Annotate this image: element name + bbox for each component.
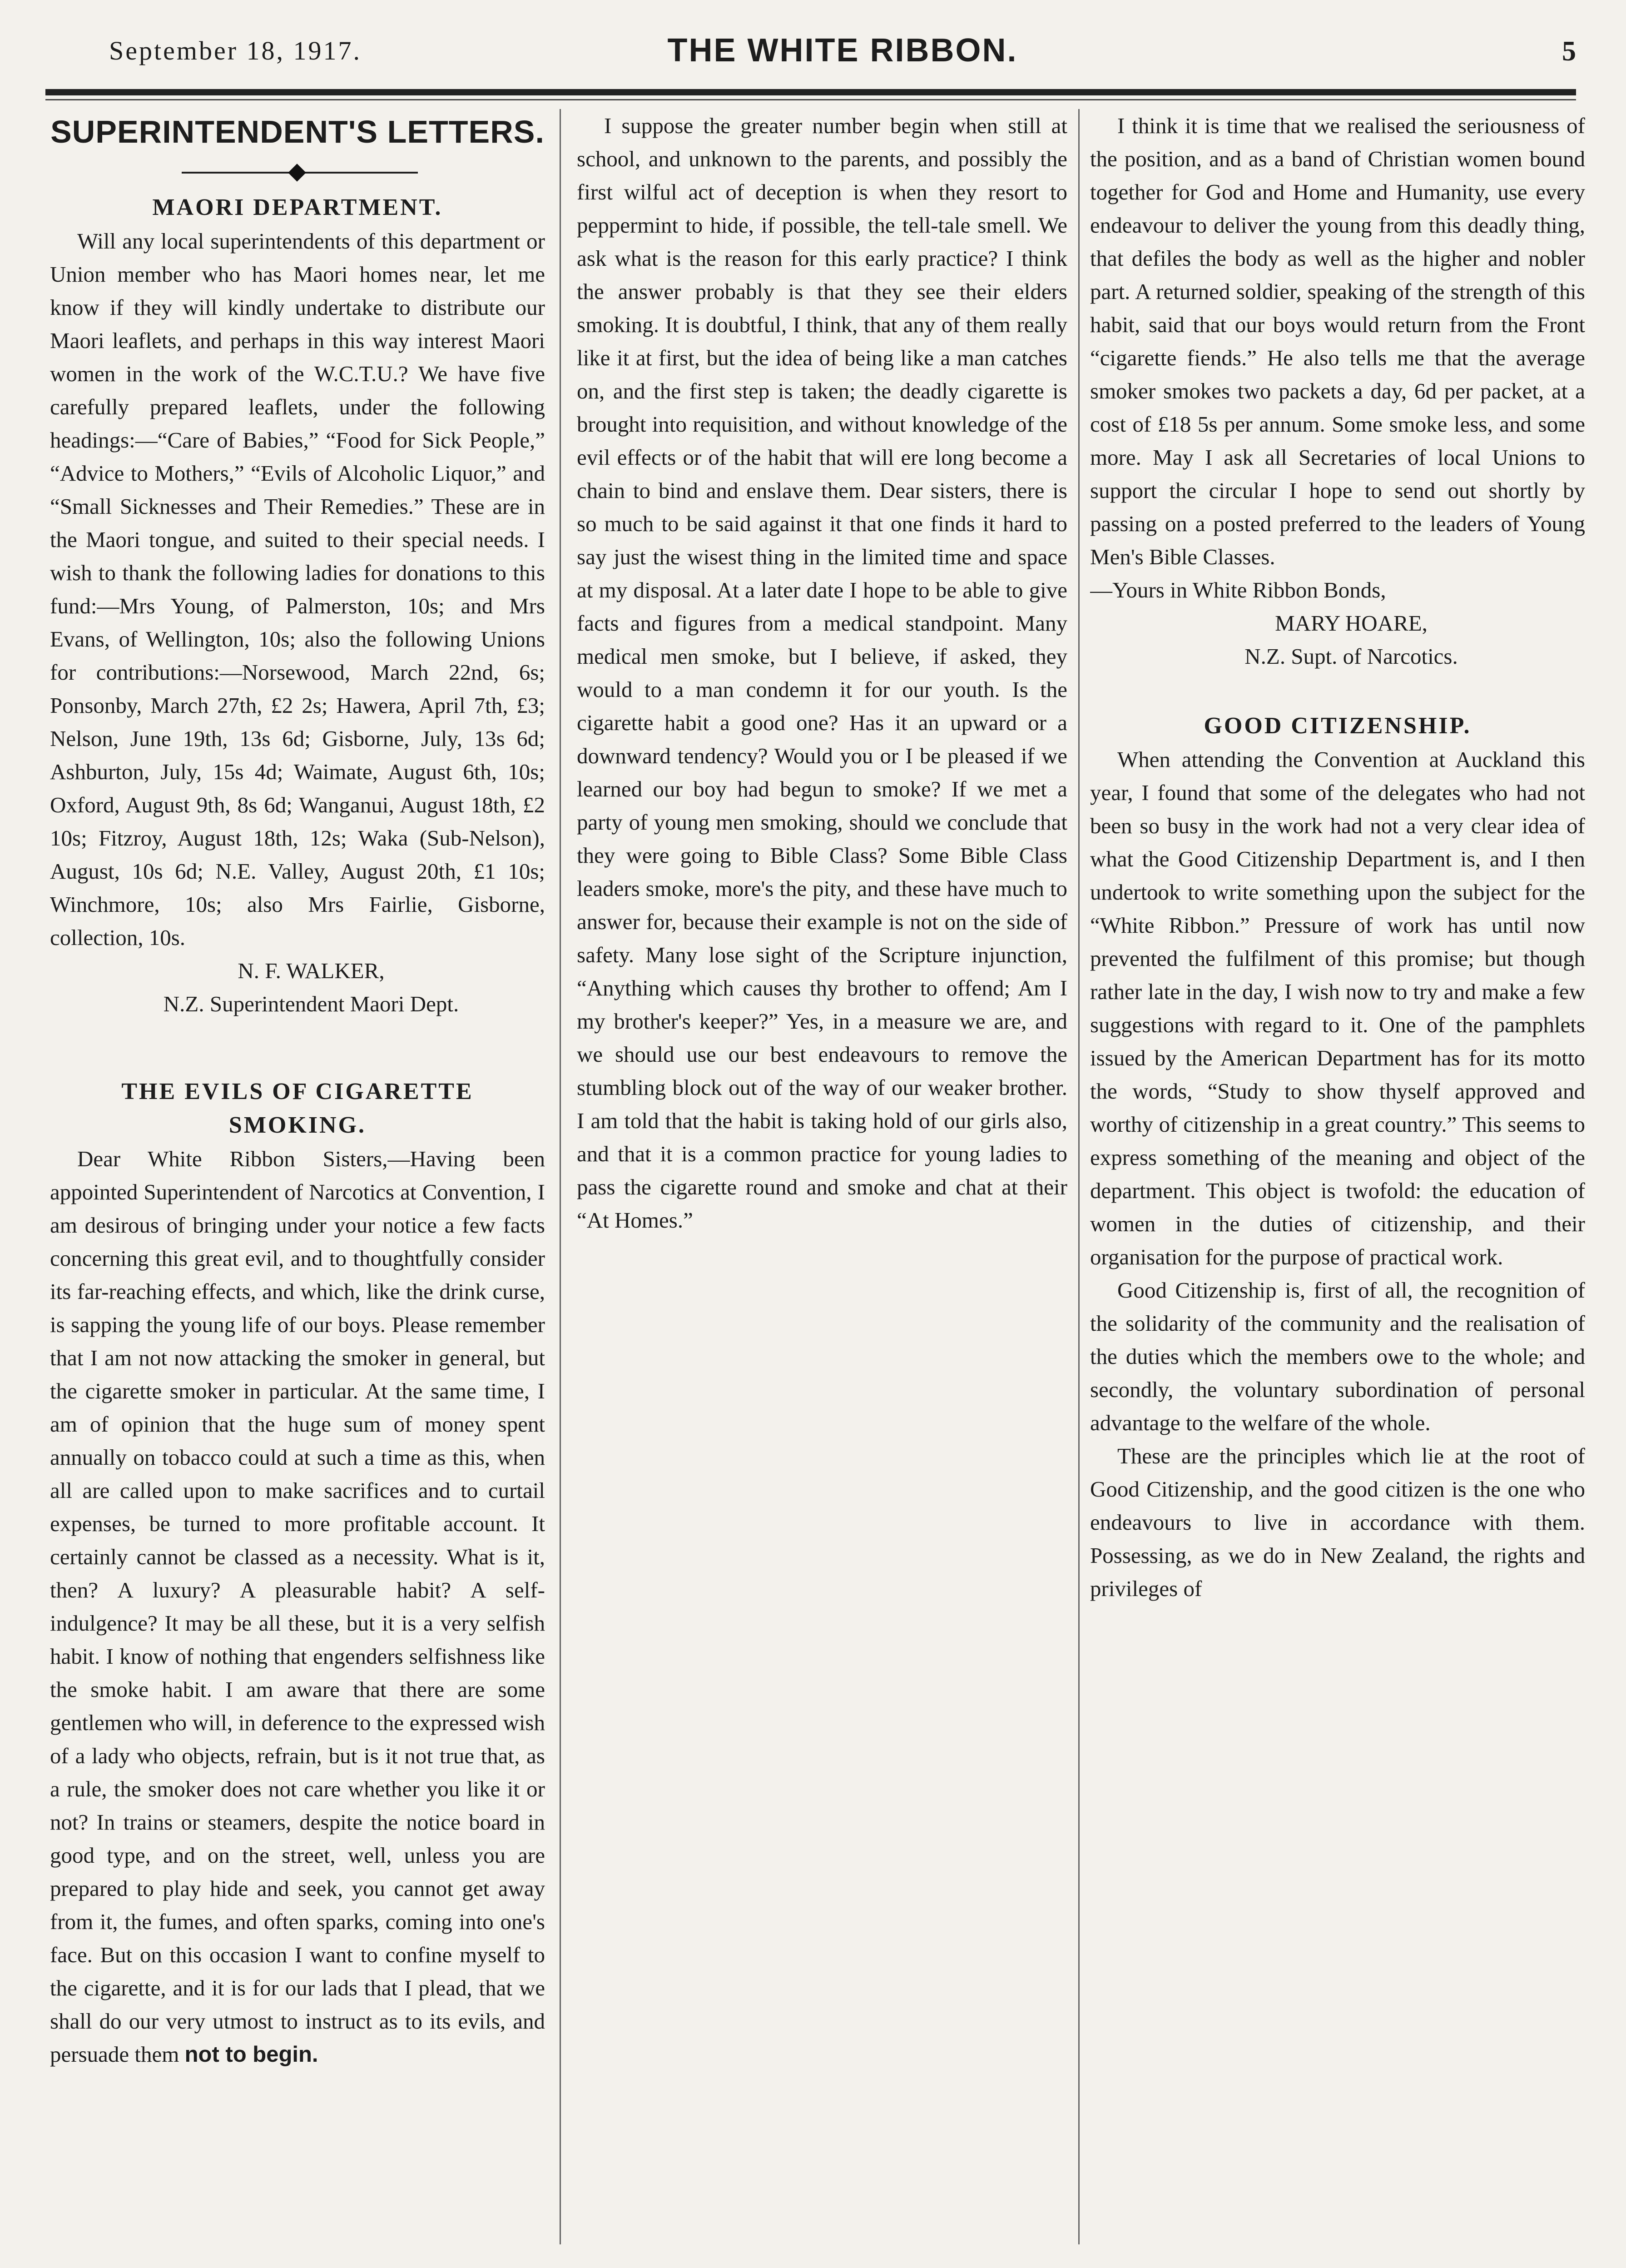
column-2 xyxy=(577,109,1067,2244)
citizenship-paragraph-1: When attending the Convention at Auckland this year, I found that some of the delegates who had not been so busy in the work had not a very clear idea of what the Good Citizenship Department is, and I then undertook to write something upon the subject for the “White Ribbon.” Pressure of work has until now prevented the fulfilment of this promise; but though rather late in the day, I wish now to try and make a few suggestions with regard to it. One of the pamphlets issued by the American Department has for its motto the words, “Study to show thyself approved and worthy of citizenship in a great country.” This seems to express something of the meaning and object of the department. This object is twofold: the education of women in the duties of citizenship, and their organisation for the purpose of practical work. xyxy=(1090,747,1585,1269)
publication-title: THE WHITE RIBBON. xyxy=(667,32,1018,69)
maori-heading: MAORI DEPARTMENT. xyxy=(152,194,443,220)
citizenship-paragraph-2: Good Citizenship is, first of all, the recognition of the solidarity of the community and the realisation of the duties which the members owe to the whole; and secondly, the voluntary subordination of personal advantage to the welfare of the whole. xyxy=(1090,1278,1585,1435)
cigarette-paragraph-2: I suppose the greater number begin when still at school, and unknown to the parents, and possibly the first wilful act of deception is when they resort to peppermint to hide, if possible, the tell-tale smell. We ask what is the reason for this early practice? I think the answer probably is that they see their elders smoking. It is doubtful, I think, that any of them really like it at first, but the idea of being like a man catches on, and the first step is taken; the deadly cigarette is brought into requisition, and without knowledge of the evil effects or of the habit that will ere long become a chain to bind and enslave them. Dear sisters, there is so much to be said against it that one finds it hard to say just the wisest thing in the limited time and space at my disposal. At a later date I hope to be able to give facts and figures from a medical standpoint. Many medical men smoke, but I believe, if asked, they would to a man condemn it for our youth. Is the cigarette habit a good one? Has it an upward or a downward tendency? Would you or I be pleased if we learned our boy had begun to smoke? If we met a party of young men smoking, should we conclude that they were going to Bible Class? Some Bible Class leaders smoke, more's the pity, and these have much to answer for, because their example is not on the side of safety. Many lose sight of the Scripture injunction, “Anything which causes thy brother to offend; Am I my brother's keeper?” Yes, in a measure we are, and we should use our best endeavours to remove the stumbling block out of the way of our weaker brother. I am told that the habit is taking hold of our girls also, and that it is a common practice for young ladies to pass the cigarette round and smoke and chat at their “At Homes.” xyxy=(577,113,1067,1233)
column-divider xyxy=(560,109,561,2244)
cigarette-paragraph-1-text: Dear White Ribbon Sisters,—Having been appointed Superintendent of Narcotics at Convention, I am desirous of bringing under your notice a few facts concerning this great evil, and to thoughtfully consider its far-reaching effects, and which, like the drink curse, is sapping the young life of our boys. Please remember that I am not now attacking the smoker in general, but the cigarette smoker in particular. At the same time, I am of opinion that the huge sum of money spent annually on tobacco could at such a time as this, when all are called upon to make sacrifices and to curtail expenses, be turned to more profitable account. It certainly cannot be classed as a necessity. What is it, then? A luxury? A pleasurable habit? A self-indulgence? It may be all these, but it is a very selfish habit. I know of nothing that engenders selfishness like the smoke habit. I am aware that there are some gentlemen who will, in deference to the expressed wish of a lady who objects, refrain, but is it not true that, as a rule, the smoker does not care whether you like it or not? In trains or steamers, despite the notice board in good type, and on the street, well, unless you are prepared to play hide and seek, you cannot get away from it, the fumes, and often sparks, coming into one's face. But on this occasion I want to confine myself to the cigarette, and it is for our lads that I plead, that we shall do our very utmost to instruct as to its evils, and persuade them xyxy=(50,1146,545,2067)
cigarette-paragraph-3: I think it is time that we realised the seriousness of the position, and as a band of Christian women bound together for God and Home and Humanity, use every endeavour to deliver the young from this deadly thing, that defiles the body as well as the higher and nobler part. A returned soldier, speaking of the strength of this habit, said that our boys would return from the Front “cigarette fiends.” He also tells me that the average smoker smokes two packets a day, 6d per packet, at a cost of £18 5s per annum. Some smoke less, and some more. May I ask all Secretaries of local Unions to support the circular I hope to send out shortly by passing on a posted preferred to the leaders of Young Men's Bible Classes. xyxy=(1090,113,1585,569)
maori-signature-title: N.Z. Superintendent Maori Dept. xyxy=(163,991,459,1016)
cigarette-signature-title: N.Z. Supt. of Narcotics. xyxy=(1244,644,1458,669)
header-rule xyxy=(45,89,1576,95)
cigarette-signature-name: MARY HOARE, xyxy=(1275,611,1428,636)
article-title: SUPERINTENDENT'S LETTERS. xyxy=(50,114,545,149)
issue-date: September 18, 1917. xyxy=(109,36,362,65)
maori-signature-name: N. F. WALKER, xyxy=(238,958,385,983)
citizenship-heading: GOOD CITIZENSHIP. xyxy=(1204,713,1472,739)
cigarette-paragraph-1 xyxy=(50,1142,545,2071)
page-header xyxy=(109,32,1576,82)
citizenship-paragraph-3: These are the principles which lie at the root of Good Citizenship, and the good citizen is the one who endeavours to live in accordance with them. Possessing, as we do in New Zealand, the rights and privileges of xyxy=(1090,1443,1585,1601)
maori-body: Will any local superintendents of this department or Union member who has Maori homes near, let me know if they will kindly undertake to distribute our Maori leaflets, and perhaps in this way interest Maori women in the work of the W.C.T.U.? We have five carefully prepared leaflets, under the following headings:—“Care of Babies,” “Food for Sick People,” “Advice to Mothers,” “Evils of Alcoholic Liquor,” and “Small Sicknesses and Their Remedies.” These are in the Maori tongue, and suited to their special needs. I wish to thank the following ladies for donations to this fund:—Mrs Young, of Palmerston, 10s; and Mrs Evans, of Wellington, 10s; also the following Unions for contributions:—Norsewood, March 22nd, 6s; Ponsonby, March 27th, £2 2s; Hawera, April 7th, £3; Nelson, June 19th, 13s 6d; Gisborne, July, 13s 6d; Ashburton, July, 15s 4d; Waimate, August 6th, 10s; Oxford, August 9th, 8s 6d; Wanganui, August 18th, £2 10s; Fitzroy, August 18th, 12s; Waka (Sub-Nelson), August, 10s 6d; N.E. Valley, August 20th, £1 10s; Winchmore, 10s; also Mrs Fairlie, Gisborne, collection, 10s. xyxy=(50,229,545,950)
page-number: 5 xyxy=(1562,36,1576,67)
column-1 xyxy=(50,109,545,2244)
title-ornament xyxy=(50,154,545,191)
column-divider xyxy=(1078,109,1080,2244)
cigarette-heading-line1: THE EVILS OF CIGARETTE xyxy=(121,1079,474,1104)
column-3 xyxy=(1090,109,1585,2244)
cigarette-heading-line2: SMOKING. xyxy=(228,1112,367,1138)
cigarette-emphasis: not to begin. xyxy=(184,2042,318,2067)
cigarette-closing: —Yours in White Ribbon Bonds, xyxy=(1090,577,1386,602)
header-rule-thin xyxy=(45,99,1576,100)
